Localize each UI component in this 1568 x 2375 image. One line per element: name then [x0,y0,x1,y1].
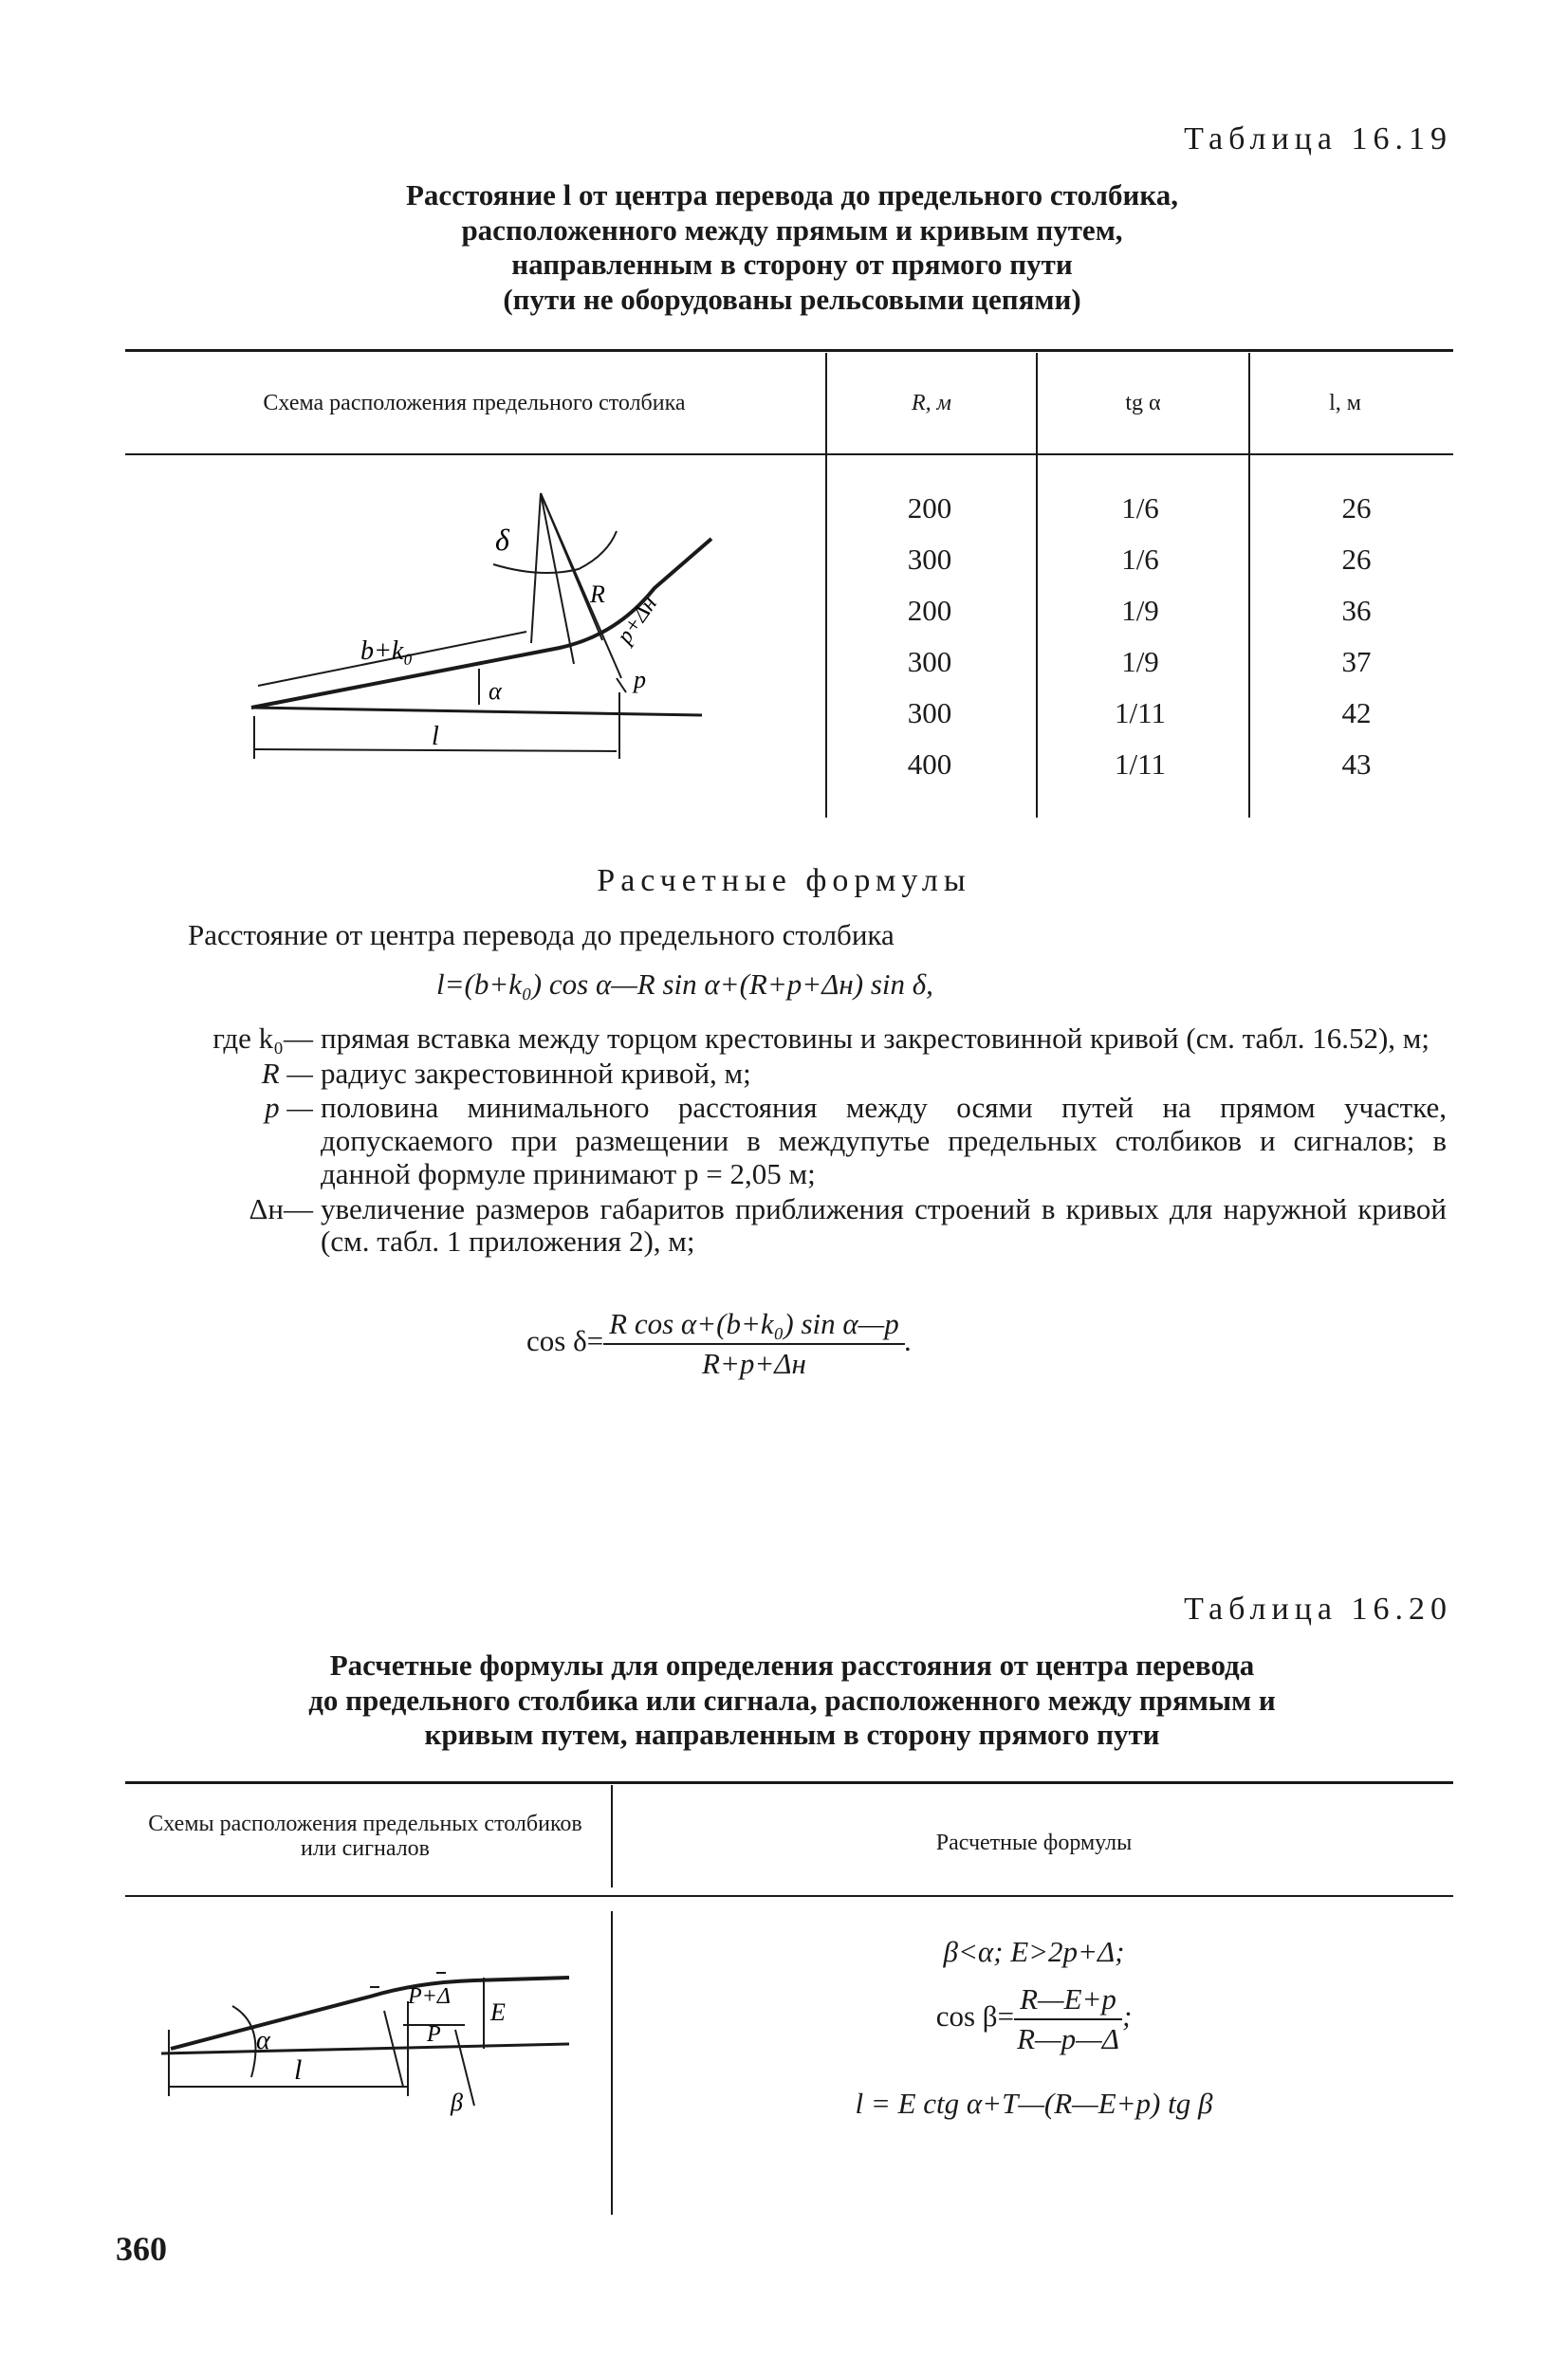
formulas-intro: Расстояние от центра перевода до предельного столбика [188,918,895,951]
label-pd: P+Δ [408,1984,451,2009]
table-top-rule [125,1781,1453,1784]
definition-symbol: Δн— [249,1191,313,1225]
cell-R: 200 [907,491,952,525]
column-divider [1248,353,1250,818]
signal-post-diagram [237,474,730,778]
cell-R: 300 [907,645,952,678]
cos-delta-lhs: cos δ= [526,1324,604,1358]
cos-beta-fraction [1014,1982,1122,2056]
caption-line: (пути не оборудованы рельсовыми цепями) [503,282,1081,316]
cell-tg: 1/9 [1121,594,1159,627]
cell-R: 300 [907,543,952,576]
label-alpha: α [256,2026,270,2055]
definition-item [180,1058,1447,1091]
page-number: 360 [116,2230,167,2268]
header-schemes: Схемы расположения предельных столбиков или сигналов [148,1812,582,1862]
label-E: E [490,1998,506,2026]
main-formula: l=(b+k₀) cos α—R sin α+(R+p+Δн) sin δ, [436,967,933,1001]
caption-line: до предельного столбика или сигнала, расположенного между прямым и [308,1683,1276,1717]
cell-l: 26 [1341,491,1372,525]
cell-tg: 1/6 [1121,491,1159,525]
column-divider [611,1911,613,2215]
column-divider [825,353,827,818]
table-16-20-label: Таблица 16.20 [1184,1592,1452,1627]
straight-track-line [161,2044,569,2053]
cell-l: 37 [1341,645,1372,678]
table-16-20-caption [142,1648,1442,1753]
label-l: l [294,2054,303,2086]
cell-tg: 1/11 [1115,696,1166,729]
fraction-numerator: R cos α+(b+k₀) sin α—p [603,1307,905,1345]
label-alpha: α [489,677,502,705]
label-pdh: p+Δн [612,592,662,649]
formula-l: l = E ctg α+T—(R—E+p) tg β [855,2087,1213,2120]
cos-delta-formula [526,1307,913,1381]
formula-cos-beta [617,1982,1451,2056]
definition-symbol: R — [261,1056,313,1090]
fraction-denominator: R—p—Δ [1017,2022,1119,2055]
definition-item [180,1022,1447,1056]
definition-text: прямая вставка между торцом крестовины и закрестовинной кривой (см. табл. 16.52), м; [321,1022,1430,1055]
formulas-heading: Расчетные формулы [597,863,971,898]
fraction-numerator: R—E+p [1014,1982,1122,2020]
formula-end: ; [1121,1999,1133,2034]
cell-tg: 1/9 [1121,645,1159,678]
definition-symbol: где k₀— [212,1022,313,1055]
radius-line [531,493,541,643]
formula-condition: β<α; E>2p+Δ; [943,1935,1125,1968]
label-delta: δ [495,523,509,557]
cell-l: 36 [1341,594,1372,627]
table-16-19-caption [190,178,1394,317]
cell-l: 43 [1341,747,1372,781]
signal-post-diagram-2 [152,1935,588,2134]
cell-tg: 1/6 [1121,543,1159,576]
label-R: R [590,580,605,608]
column-divider [1036,353,1038,818]
cell-R: 200 [907,594,952,627]
definition-text: половина минимального расстояния между осями путей на прямом участке, допускаемого при размещении в междупутье предельных столбиков и сигналов; в данной формуле принимают p = 2,05 м; [321,1091,1447,1190]
cos-delta-fraction [603,1307,905,1381]
table-16-19-label: Таблица 16.19 [1184,121,1452,156]
header-R: R, м [912,391,951,415]
caption-line: Расчетные формулы для определения расстояния от центра перевода [329,1648,1255,1682]
radius-line [541,493,574,664]
label-l: l [432,722,439,751]
p-marker [617,678,626,692]
header-formulas: Расчетные формулы [935,1831,1133,1855]
cell-l: 42 [1341,696,1372,729]
caption-line: направленным в сторону от прямого пути [511,248,1073,282]
formula-end: . [904,1324,913,1358]
alpha-arc [232,2006,256,2077]
table-top-rule [125,349,1453,352]
label-p: P [427,2022,441,2047]
table-header-rule [125,1895,1453,1897]
column-divider [611,1785,613,1887]
caption-line: расположенного между прямым и кривым путем, [461,212,1123,247]
definition-item [180,1193,1447,1259]
cell-l: 26 [1341,543,1372,576]
definition-text: радиус закрестовинной кривой, м; [321,1056,751,1090]
header-l: l, м [1329,391,1361,415]
definition-item [180,1092,1447,1190]
caption-line: кривым путем, направленным в сторону прямого пути [424,1718,1160,1752]
header-scheme: Схема расположения предельного столбика [263,391,686,415]
cell-tg: 1/11 [1115,747,1166,781]
fraction-denominator: R+p+Δн [702,1347,806,1380]
cos-beta-lhs: cos β= [935,1999,1015,2034]
label-bk: b+k₀ [360,636,414,666]
caption-line: Расстояние l от центра перевода до предельного столбика, [406,178,1178,212]
label-p: p [634,666,646,693]
table-header-rule [125,453,1453,455]
label-beta: β [451,2089,463,2116]
curved-track-line [171,1978,569,2049]
straight-track-line [251,708,702,715]
header-tg: tg α [1125,391,1161,415]
definitions-list [180,1022,1447,1261]
cell-R: 400 [907,747,952,781]
cell-R: 300 [907,696,952,729]
definition-symbol: p — [265,1091,313,1125]
definition-text: увеличение размеров габаритов приближения строений в кривых для наружной кривой (см. табл. 1 приложения 2), м; [321,1191,1447,1259]
